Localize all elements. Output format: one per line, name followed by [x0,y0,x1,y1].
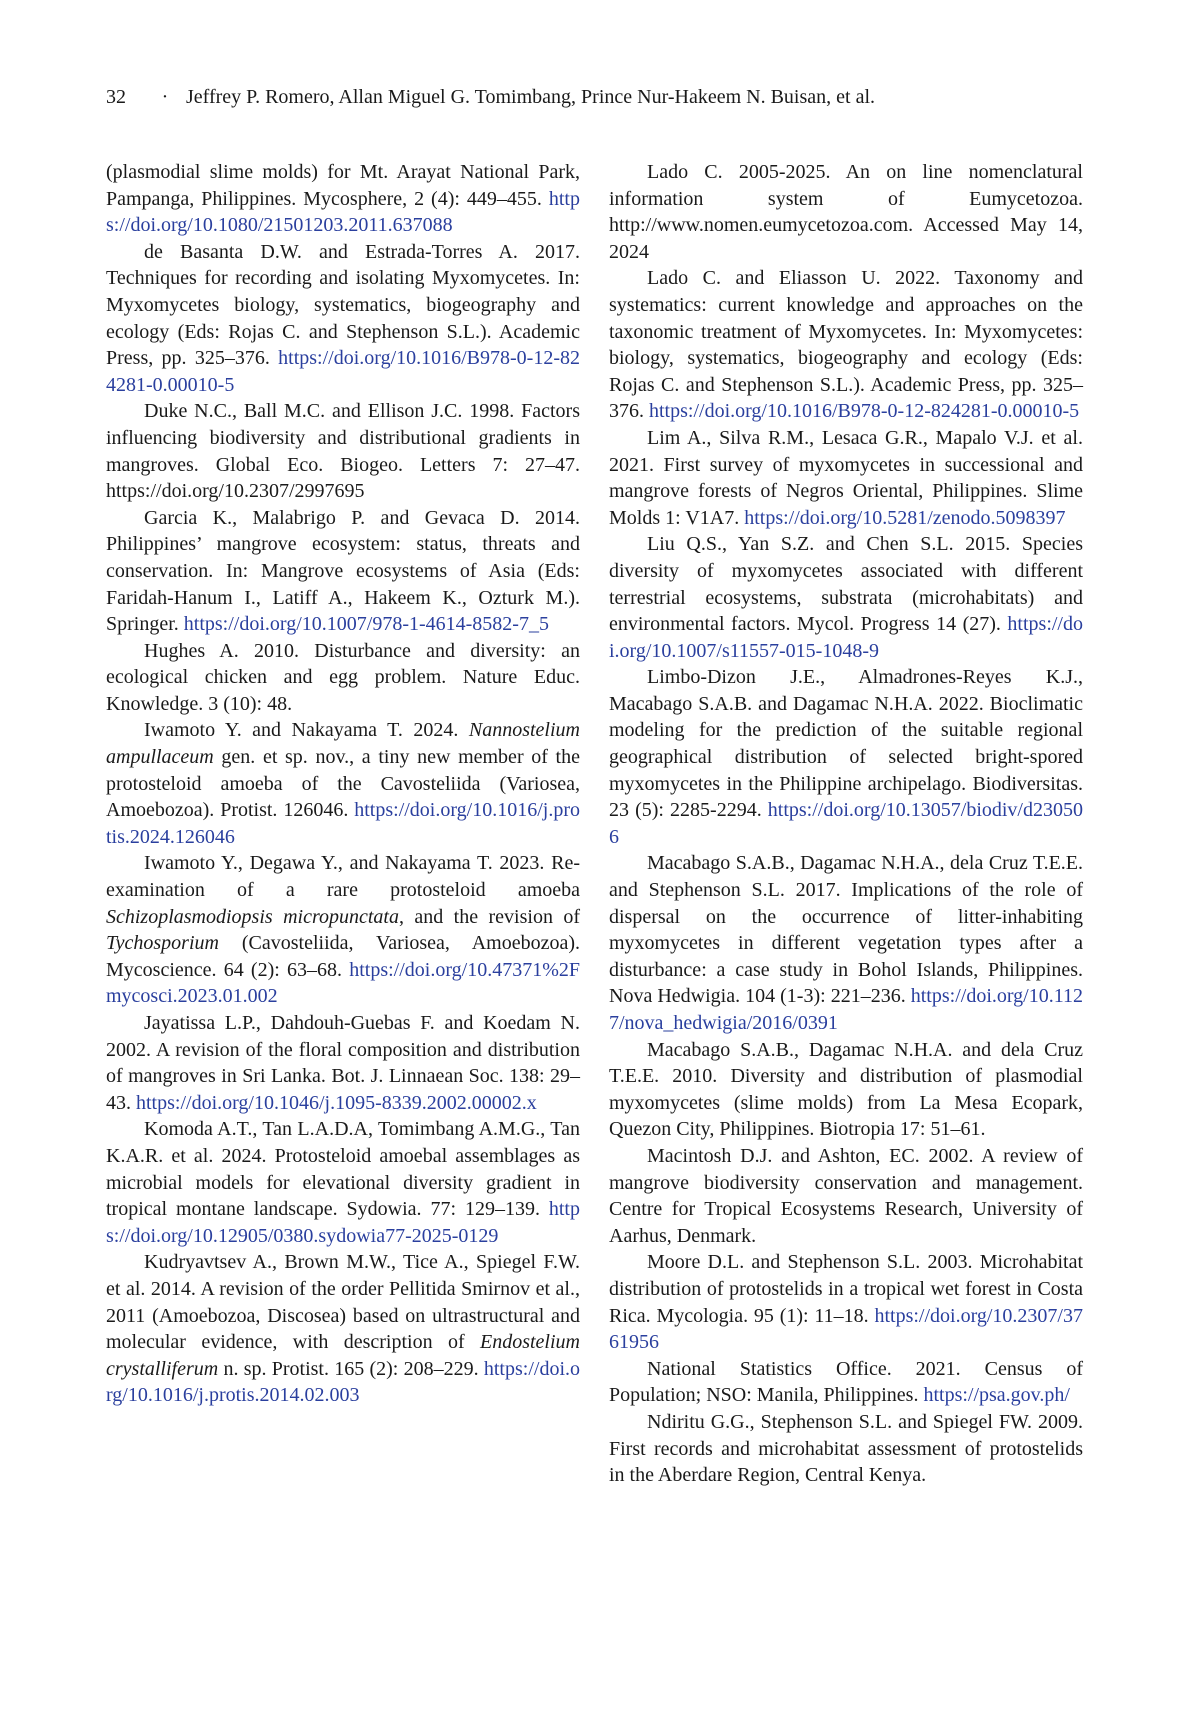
reference-entry [609,1356,1083,1409]
reference-entry [609,425,1083,531]
reference-text: Hughes A. 2010. Disturbance and diversity: an ecological chicken and egg problem. Nature Educ. Knowledge. 3 (10): 48. [106,639,580,715]
header-separator: · [161,86,169,108]
reference-text: gen. et sp. nov., a tiny new member of the protosteloid amoeba of the Cavosteliida (Variosea, Amoebozoa). Protist. 126046. [106,746,580,822]
reference-column-right [609,159,1083,1489]
doi-link[interactable]: https://doi.org/10.1007/978-1-4614-8582-7_5 [183,613,549,636]
reference-text: Iwamoto Y. and Nakayama T. 2024. [144,719,469,742]
reference-text: de Basanta D.W. and Estrada-Torres A. 2017. Techniques for recording and isolating Myxomycetes. In: Myxomycetes biology, systematics, biogeography and ecology (Eds: Rojas C. and Stephenson S.L.). Academic Press, pp. 325–376. [106,240,580,370]
reference-text: Kudryavtsev A., Brown M.W., Tice A., Spiegel F.W. et al. 2014. A revision of the order Pellitida Smirnov et al., 2011 (Amoebozoa, Discosea) based on ultrastructural and molecular evidence, with description of [106,1251,580,1354]
reference-entry [106,638,580,718]
reference-text: Limbo-Dizon J.E., Almadrones-Reyes K.J., Macabago S.A.B. and Dagamac N.H.A. 2022. Bioclimatic modeling for the prediction of the suitable regional geographical distribution of selected bright-spored myxomycetes in the Philippine archipelago. Biodiversitas. 23 (5): 2285-2294. [609,666,1083,822]
reference-text: Garcia K., Malabrigo P. and Gevaca D. 2014. Philippines’ mangrove ecosystem: status, threats and conservation. In: Mangrove ecosystems of Asia (Eds: Faridah-Hanum I., Latiff A., Hakeem K., Ozturk M.). Springer. [106,506,580,636]
reference-entry [609,265,1083,425]
reference-entry [106,159,580,239]
species-name: Nannostelium ampullaceum [106,719,580,769]
running-header [106,84,1106,110]
reference-entry [609,1037,1083,1143]
reference-entry [106,850,580,1010]
species-name: Tychosporium [106,932,219,955]
reference-text: Lado C. 2005-2025. An on line nomenclatural information system of Eumycetozoa. http://www.nomen.eumycetozoa.com. Accessed May 14, 2024 [609,161,1083,263]
reference-text: Komoda A.T., Tan L.A.D.A, Tomimbang A.M.G., Tan K.A.R. et al. 2024. Protosteloid amoebal assemblages as microbial models for elevational diversity gradient in tropical montane landscape. Sydowia. 77: 129–139. [106,1118,580,1221]
reference-text: n. sp. Protist. 165 (2): 208–229. [218,1357,484,1380]
reference-text: Duke N.C., Ball M.C. and Ellison J.C. 1998. Factors influencing biodiversity and distributional gradients in mangroves. Global Eco. Biogeo. Letters 7: 27–47. https://doi.org/10.2307/2997695 [106,400,580,503]
reference-text: Iwamoto Y., Degawa Y., and Nakayama T. 2023. Re-examination of a rare protosteloid amoeba [106,852,580,902]
doi-link[interactable]: https://doi.org/10.5281/zenodo.5098397 [744,506,1066,529]
doi-link[interactable]: https://doi.org/10.1016/B978-0-12-824281-0.00010-5 [106,347,580,396]
reference-entry [609,159,1083,265]
doi-link[interactable]: https://doi.org/10.1046/j.1095-8339.2002.00002.x [136,1091,537,1114]
reference-text: Macabago S.A.B., Dagamac N.H.A. and dela Cruz T.E.E. 2010. Diversity and distribution of plasmodial myxomycetes (slime molds) from La Mesa Ecopark, Quezon City, Philippines. Biotropia 17: 51–61. [609,1038,1083,1141]
species-name: Schizoplasmodiopsis micropunctata [106,905,399,928]
reference-entry [106,1116,580,1249]
reference-text: (Cavosteliida, Variosea, Amoebozoa). Mycoscience. 64 (2): 63–68. [106,932,580,981]
reference-entry [106,1249,580,1409]
page-number: 32 [106,86,126,108]
doi-link[interactable]: https://doi.org/10.12905/0380.sydowia77-2025-0129 [106,1198,580,1247]
reference-text: Lim A., Silva R.M., Lesaca G.R., Mapalo V.J. et al. 2021. First survey of myxomycetes in successional and mangrove forests of Negros Oriental, Philippines. Slime Molds 1: V1A7. [609,426,1083,529]
doi-link[interactable]: https://doi.org/10.1127/nova_hedwigia/2016/0391 [609,985,1083,1034]
reference-entry [106,398,580,504]
reference-text: Moore D.L. and Stephenson S.L. 2003. Microhabitat distribution of protostelids in a tropical wet forest in Costa Rica. Mycologia. 95 (1): 11–18. [609,1251,1083,1327]
doi-link[interactable]: https://doi.org/10.1080/21501203.2011.637088 [106,187,580,237]
reference-text: Macabago S.A.B., Dagamac N.H.A., dela Cruz T.E.E. and Stephenson S.L. 2017. Implications of the role of dispersal on the occurrence of litter-inhabiting myxomycetes in different vegetation types after a disturbance: a case study in Bohol Islands, Philippines. Nova Hedwigia. 104 (1-3): 221–236. [609,852,1083,1008]
reference-text: Jayatissa L.P., Dahdouh-Guebas F. and Koedam N. 2002. A revision of the floral composition and distribution of mangroves in Sri Lanka. Bot. J. Linnaean Soc. 138: 29–43. [106,1012,580,1114]
reference-text: Lado C. and Eliasson U. 2022. Taxonomy and systematics: current knowledge and approaches on the taxonomic treatment of Myxomycetes. In: Myxomycetes: biology, systematics, biogeography and ecology (Eds: Rojas C. and Stephenson S.L.). Academic Press, pp. 325–376. [609,267,1083,423]
reference-entry [609,1249,1083,1355]
reference-column-left [106,159,580,1409]
reference-text: National Statistics Office. 2021. Census of Population; NSO: Manila, Philippines. [609,1357,1083,1407]
reference-entry [106,239,580,399]
running-header-authors: Jeffrey P. Romero, Allan Miguel G. Tomimbang, Prince Nur-Hakeem N. Buisan, et al. [186,86,876,108]
reference-entry [609,1143,1083,1249]
reference-entry [106,505,580,638]
doi-link[interactable]: https://doi.org/10.47371%2Fmycosci.2023.01.002 [106,958,580,1008]
reference-text: , and the revision of [399,905,581,928]
reference-entry [609,664,1083,850]
reference-entry [106,1010,580,1116]
species-name: Endostelium crystalliferum [106,1331,580,1380]
doi-link[interactable]: https://doi.org/10.1007/s11557-015-1048-9 [609,613,1083,662]
reference-entry [609,1409,1083,1489]
reference-text: (plasmodial slime molds) for Mt. Arayat National Park, Pampanga, Philippines. Mycosphere, 2 (4): 449–455. [106,161,580,210]
reference-entry [609,531,1083,664]
reference-text: Liu Q.S., Yan S.Z. and Chen S.L. 2015. Species diversity of myxomycetes associated with different terrestrial ecosystems, substrata (microhabitats) and environmental factors. Mycol. Progress 14 (27). [609,533,1083,636]
reference-text: Ndiritu G.G., Stephenson S.L. and Spiegel FW. 2009. First records and microhabitat assessment of protostelids in the Aberdare Region, Central Kenya. [609,1410,1083,1487]
reference-entry [609,850,1083,1036]
doi-link[interactable]: https://doi.org/10.13057/biodiv/d230506 [609,799,1083,848]
doi-link[interactable]: https://psa.gov.ph/ [923,1384,1070,1407]
doi-link[interactable]: https://doi.org/10.1016/B978-0-12-824281-0.00010-5 [649,400,1080,423]
reference-text: Macintosh D.J. and Ashton, EC. 2002. A review of mangrove biodiversity conservation and management. Centre for Tropical Ecosystems Research, University of Aarhus, Denmark. [609,1144,1083,1247]
reference-entry [106,717,580,850]
doi-link[interactable]: https://doi.org/10.1016/j.protis.2014.02.003 [106,1357,580,1407]
doi-link[interactable]: https://doi.org/10.1016/j.protis.2024.126046 [106,799,580,848]
doi-link[interactable]: https://doi.org/10.2307/3761956 [609,1304,1083,1354]
